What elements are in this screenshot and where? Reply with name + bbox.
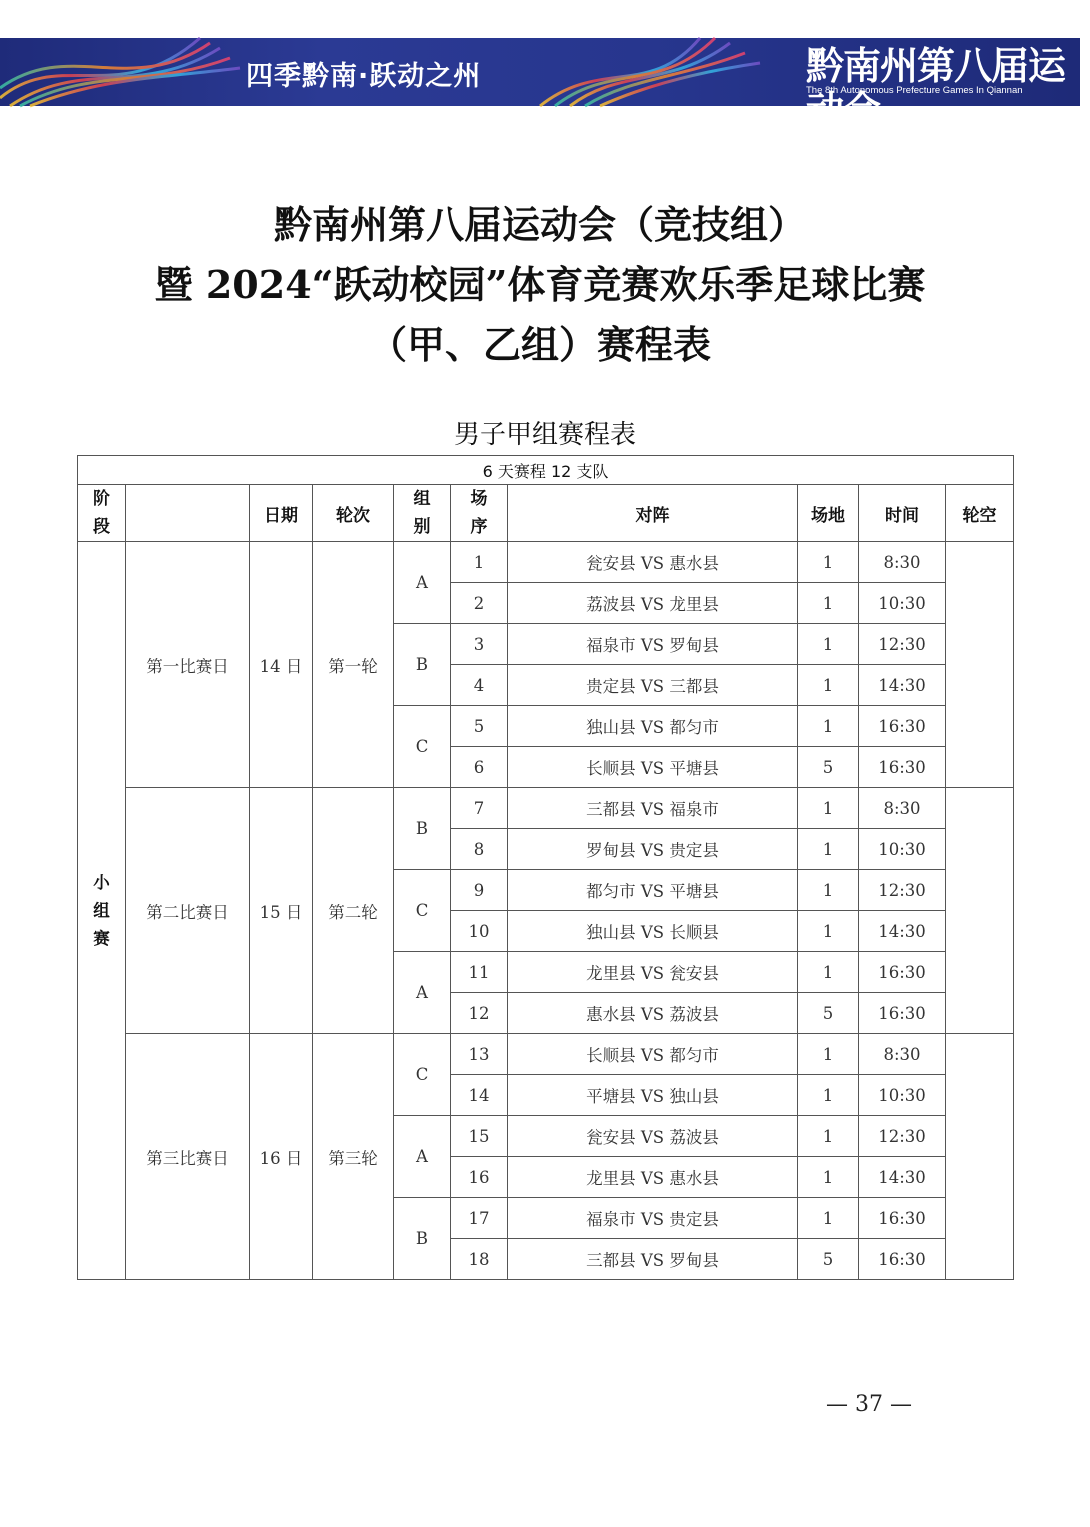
- time-cell: 16:30: [859, 952, 946, 993]
- match-no-cell: 18: [451, 1239, 508, 1280]
- date-cell: 16 日: [250, 1034, 313, 1280]
- header-group: 组 别: [394, 485, 451, 542]
- time-cell: 14:30: [859, 1157, 946, 1198]
- matchup-cell: 惠水县 VS 荔波县: [508, 993, 798, 1034]
- time-cell: 12:30: [859, 624, 946, 665]
- header-time: 时间: [859, 485, 946, 542]
- matchup-cell: 三都县 VS 福泉市: [508, 788, 798, 829]
- matchup-cell: 独山县 VS 长顺县: [508, 911, 798, 952]
- venue-cell: 1: [798, 583, 859, 624]
- table-caption-row: [78, 456, 1014, 485]
- time-cell: 16:30: [859, 747, 946, 788]
- page-number: — 37 —: [826, 1392, 912, 1417]
- matchup-cell: 独山县 VS 都匀市: [508, 706, 798, 747]
- match-day-cell: 第三比赛日: [126, 1034, 250, 1280]
- round-cell: 第一轮: [313, 542, 394, 788]
- matchup-cell: 平塘县 VS 独山县: [508, 1075, 798, 1116]
- table-row: [78, 542, 1014, 583]
- header-venue: 场地: [798, 485, 859, 542]
- table-header-row: [78, 485, 1014, 542]
- time-cell: 8:30: [859, 542, 946, 583]
- venue-cell: 1: [798, 911, 859, 952]
- banner-slogan: 四季黔南·跃动之州: [246, 61, 482, 92]
- matchup-cell: 福泉市 VS 贵定县: [508, 1198, 798, 1239]
- match-no-cell: 9: [451, 870, 508, 911]
- table-title: 男子甲组赛程表: [453, 420, 636, 450]
- header-bye: 轮空: [946, 485, 1014, 542]
- header-stage: 阶 段: [78, 485, 126, 542]
- table-row: [78, 1034, 1014, 1075]
- matchup-cell: 龙里县 VS 瓮安县: [508, 952, 798, 993]
- matchup-cell: 荔波县 VS 龙里县: [508, 583, 798, 624]
- time-cell: 10:30: [859, 829, 946, 870]
- stage-cell: 小组赛: [78, 542, 126, 1280]
- venue-cell: 1: [798, 1075, 859, 1116]
- match-no-cell: 17: [451, 1198, 508, 1239]
- match-no-cell: 7: [451, 788, 508, 829]
- time-cell: 12:30: [859, 1116, 946, 1157]
- match-no-cell: 3: [451, 624, 508, 665]
- venue-cell: 5: [798, 747, 859, 788]
- matchup-cell: 三都县 VS 罗甸县: [508, 1239, 798, 1280]
- table-row: [78, 788, 1014, 829]
- document-title: [0, 195, 1080, 375]
- match-no-cell: 6: [451, 747, 508, 788]
- matchup-cell: 龙里县 VS 惠水县: [508, 1157, 798, 1198]
- match-day-cell: 第一比赛日: [126, 542, 250, 788]
- header-round: 轮次: [313, 485, 394, 542]
- time-cell: 16:30: [859, 706, 946, 747]
- date-cell: 14 日: [250, 542, 313, 788]
- match-no-cell: 8: [451, 829, 508, 870]
- venue-cell: 5: [798, 1239, 859, 1280]
- games-logo-subtitle: The 8th Autonomous Prefecture Games In Qiannan: [806, 85, 1023, 96]
- bye-cell: [946, 1034, 1014, 1280]
- bye-cell: [946, 542, 1014, 788]
- group-cell: C: [394, 1034, 451, 1116]
- group-cell: C: [394, 706, 451, 788]
- time-cell: 10:30: [859, 1075, 946, 1116]
- schedule-table: [77, 455, 1014, 1280]
- time-cell: 8:30: [859, 788, 946, 829]
- group-cell: A: [394, 542, 451, 624]
- time-cell: 16:30: [859, 993, 946, 1034]
- match-no-cell: 10: [451, 911, 508, 952]
- venue-cell: 1: [798, 1198, 859, 1239]
- round-cell: 第二轮: [313, 788, 394, 1034]
- match-no-cell: 5: [451, 706, 508, 747]
- venue-cell: 1: [798, 1157, 859, 1198]
- time-cell: 16:30: [859, 1239, 946, 1280]
- title-line-2: 暨 2024“跃动校园”体育竞赛欢乐季足球比赛: [154, 262, 926, 307]
- venue-cell: 1: [798, 665, 859, 706]
- header-date: 日期: [250, 485, 313, 542]
- games-logo-text: 黔南州第八届运动会: [806, 44, 1066, 132]
- venue-cell: 5: [798, 993, 859, 1034]
- matchup-cell: 都匀市 VS 平塘县: [508, 870, 798, 911]
- venue-cell: 1: [798, 788, 859, 829]
- title-line-3: （甲、乙组）赛程表: [368, 322, 711, 367]
- group-cell: C: [394, 870, 451, 952]
- time-cell: 10:30: [859, 583, 946, 624]
- match-no-cell: 4: [451, 665, 508, 706]
- match-day-cell: 第二比赛日: [126, 788, 250, 1034]
- time-cell: 8:30: [859, 1034, 946, 1075]
- group-cell: B: [394, 788, 451, 870]
- time-cell: 16:30: [859, 1198, 946, 1239]
- matchup-cell: 瓮安县 VS 荔波县: [508, 1116, 798, 1157]
- venue-cell: 1: [798, 829, 859, 870]
- matchup-cell: 长顺县 VS 都匀市: [508, 1034, 798, 1075]
- match-no-cell: 16: [451, 1157, 508, 1198]
- match-no-cell: 2: [451, 583, 508, 624]
- header-matchup: 对阵: [508, 485, 798, 542]
- header-match-no: 场 序: [451, 485, 508, 542]
- venue-cell: 1: [798, 1116, 859, 1157]
- header-day: [126, 485, 250, 542]
- match-no-cell: 1: [451, 542, 508, 583]
- bye-cell: [946, 788, 1014, 1034]
- matchup-cell: 福泉市 VS 罗甸县: [508, 624, 798, 665]
- date-cell: 15 日: [250, 788, 313, 1034]
- group-cell: B: [394, 1198, 451, 1280]
- venue-cell: 1: [798, 624, 859, 665]
- match-no-cell: 15: [451, 1116, 508, 1157]
- venue-cell: 1: [798, 952, 859, 993]
- title-line-1: 黔南州第八届运动会（竞技组）: [273, 202, 806, 247]
- group-cell: A: [394, 1116, 451, 1198]
- matchup-cell: 长顺县 VS 平塘县: [508, 747, 798, 788]
- table-caption: 6 天赛程 12 支队: [78, 456, 1014, 485]
- time-cell: 14:30: [859, 665, 946, 706]
- venue-cell: 1: [798, 1034, 859, 1075]
- match-no-cell: 12: [451, 993, 508, 1034]
- group-cell: A: [394, 952, 451, 1034]
- matchup-cell: 贵定县 VS 三都县: [508, 665, 798, 706]
- venue-cell: 1: [798, 706, 859, 747]
- venue-cell: 1: [798, 542, 859, 583]
- match-no-cell: 14: [451, 1075, 508, 1116]
- match-no-cell: 11: [451, 952, 508, 993]
- venue-cell: 1: [798, 870, 859, 911]
- time-cell: 12:30: [859, 870, 946, 911]
- group-cell: B: [394, 624, 451, 706]
- round-cell: 第三轮: [313, 1034, 394, 1280]
- match-no-cell: 13: [451, 1034, 508, 1075]
- matchup-cell: 罗甸县 VS 贵定县: [508, 829, 798, 870]
- time-cell: 14:30: [859, 911, 946, 952]
- matchup-cell: 瓮安县 VS 惠水县: [508, 542, 798, 583]
